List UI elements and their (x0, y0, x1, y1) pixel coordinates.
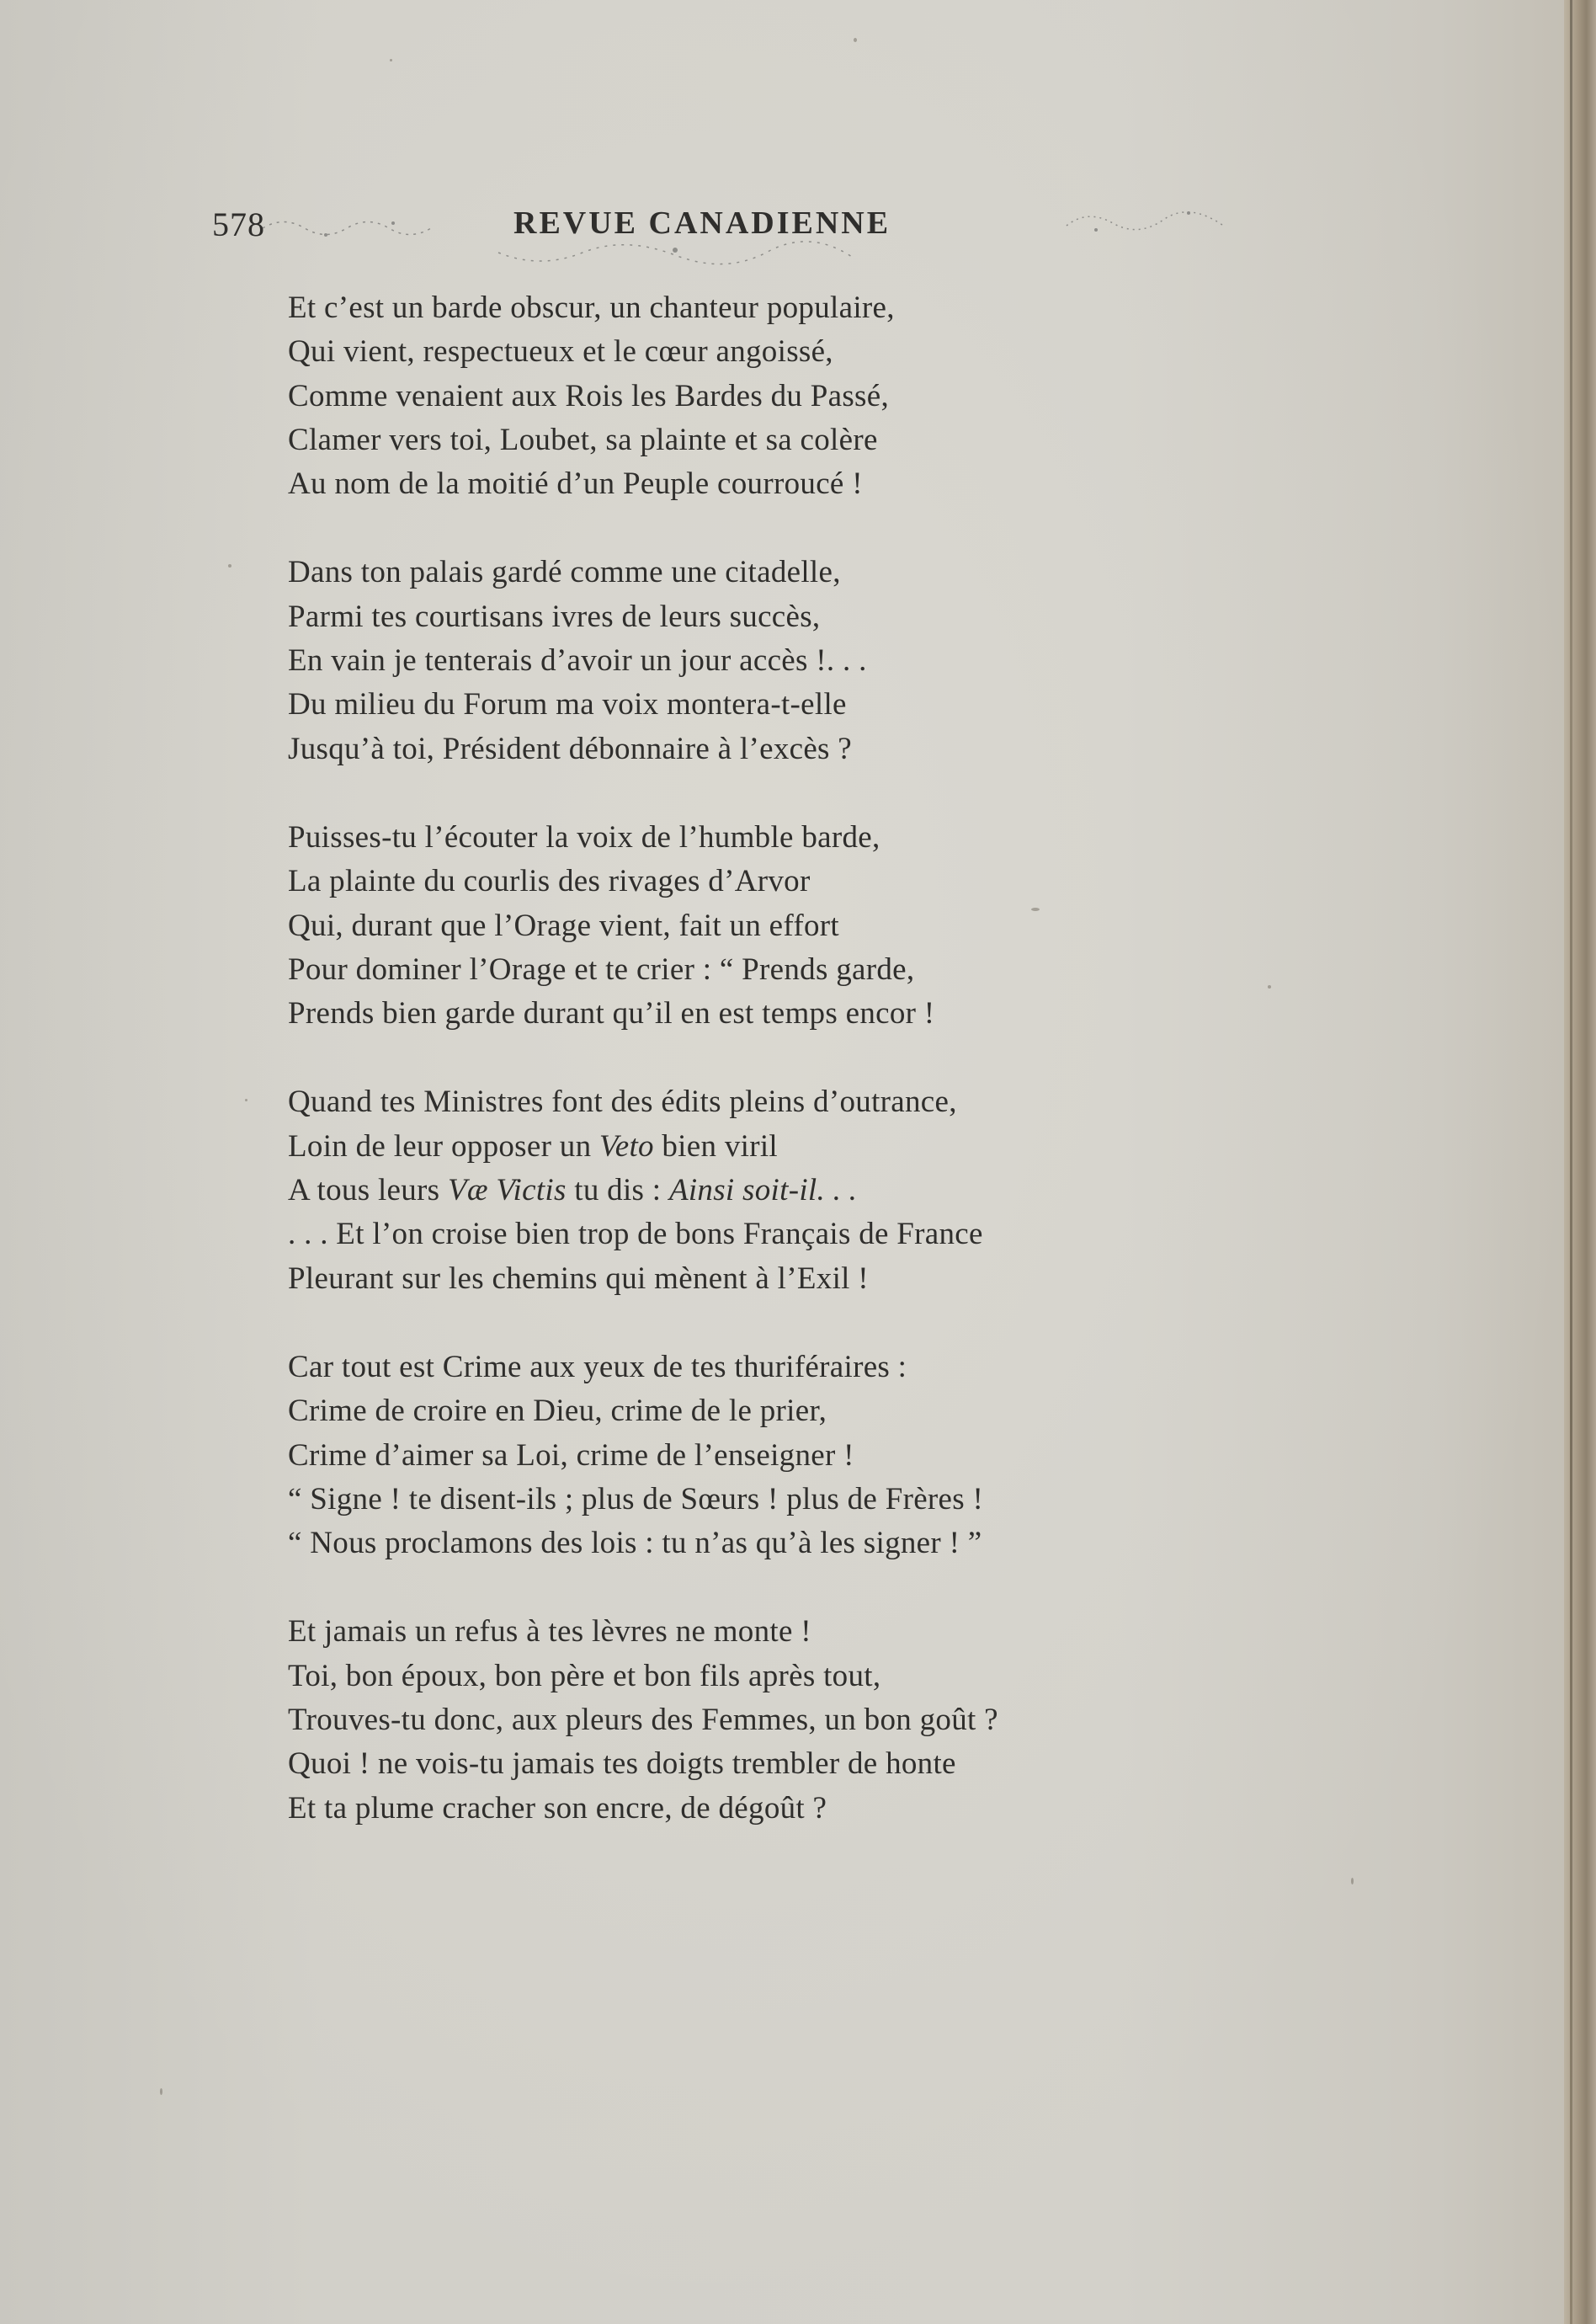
stanza (288, 1346, 1281, 1565)
verse-line: En vain je tenterais d’avoir un jour accès !. . . (288, 643, 867, 679)
verse-line: Et jamais un refus à tes lèvres ne monte ! (288, 1614, 811, 1650)
verse-line: Du milieu du Forum ma voix montera-t-elle (288, 687, 847, 722)
verse-line: Comme venaient aux Rois les Bardes du Passé, (288, 378, 890, 413)
verse-line: Trouves-tu donc, aux pleurs des Femmes, un bon goût ? (288, 1703, 998, 1738)
paper-speck (1268, 985, 1271, 989)
verse-line: Qui, durant que l’Orage vient, fait un effort (288, 908, 839, 943)
verse-line: Parmi tes courtisans ivres de leurs succès, (288, 599, 821, 634)
verse-line: La plainte du courlis des rivages d’Arvor (288, 864, 811, 899)
stanza (288, 1610, 1281, 1830)
decorative-flourish-under-title (490, 240, 860, 274)
page-header (212, 205, 1222, 255)
verse-line: Pour dominer l’Orage et te crier : “ Prends garde, (288, 951, 915, 987)
page-number: 578 (212, 205, 265, 243)
stanza (288, 286, 1281, 506)
verse-line: Clamer vers toi, Loubet, sa plainte et sa colère (288, 422, 878, 457)
book-binding-edge (1564, 0, 1596, 2324)
italic-phrase-vae-victis: Væ Victis (447, 1173, 567, 1208)
italic-phrase-ainsi-soit-il: Ainsi soit-il. . . (668, 1173, 858, 1208)
running-title: REVUE CANADIENNE (513, 205, 891, 241)
paper-speck (854, 38, 857, 42)
stanza (288, 816, 1281, 1036)
paper-speck (228, 564, 231, 568)
italic-word-veto: Veto (598, 1128, 654, 1164)
verse-line: Crime d’aimer sa Loi, crime de l’enseigner ! (288, 1437, 854, 1473)
verse-line: Et ta plume cracher son encre, de dégoût ? (288, 1790, 827, 1826)
italic-segment-before: Loin de leur opposer un (288, 1128, 599, 1164)
verse-line: Quand tes Ministres font des édits pleins d’outrance, (288, 1085, 957, 1120)
verse-line: Prends bien garde durant qu’il en est temps encor ! (288, 996, 935, 1031)
binding-shadow-line (1570, 0, 1572, 2324)
paper-speck (245, 1099, 247, 1101)
verse-line-with-italic (288, 1125, 1281, 1169)
decorative-flourish-left (258, 211, 452, 245)
verse-line: “ Nous proclamons des lois : tu n’as qu’à les signer ! ” (288, 1526, 982, 1561)
verse-line: Jusqu’à toi, Président débonnaire à l’excès ? (288, 731, 853, 766)
paper-speck (160, 2088, 162, 2095)
verse-line: Dans ton palais gardé comme une citadelle, (288, 555, 841, 590)
paper-speck (1031, 908, 1040, 911)
verse-line: Car tout est Crime aux yeux de tes thuriféraires : (288, 1349, 907, 1384)
decorative-flourish-right (1062, 205, 1231, 238)
stanza (288, 551, 1281, 770)
verse-line: Quoi ! ne vois-tu jamais tes doigts trembler de honte (288, 1746, 956, 1782)
verse-line: Pleurant sur les chemins qui mènent à l’Exil ! (288, 1261, 869, 1296)
italic-segment-after: bien viril (653, 1128, 778, 1164)
verse-line: Qui vient, respectueux et le cœur angoissé, (288, 334, 833, 370)
verse-line: “ Signe ! te disent-ils ; plus de Sœurs ! plus de Frères ! (288, 1481, 984, 1516)
italic-segment-before: A tous leurs (288, 1173, 448, 1208)
verse-line: Et c’est un barde obscur, un chanteur populaire, (288, 290, 895, 325)
italic-segment-middle: tu dis : (566, 1173, 669, 1208)
stanza (288, 1080, 1281, 1300)
verse-line: Puisses-tu l’écouter la voix de l’humble barde, (288, 819, 880, 855)
verse-line: Crime de croire en Dieu, crime de le prier, (288, 1394, 827, 1429)
paper-speck (390, 59, 392, 61)
poem-body (288, 286, 1281, 1875)
verse-line: Au nom de la moitié d’un Peuple courroucé ! (288, 466, 863, 502)
verse-line: . . . Et l’on croise bien trop de bons Français de France (288, 1217, 983, 1252)
verse-line-with-italic (288, 1169, 1281, 1213)
paper-speck (1351, 1878, 1354, 1884)
verse-line: Toi, bon époux, bon père et bon fils après tout, (288, 1658, 881, 1693)
